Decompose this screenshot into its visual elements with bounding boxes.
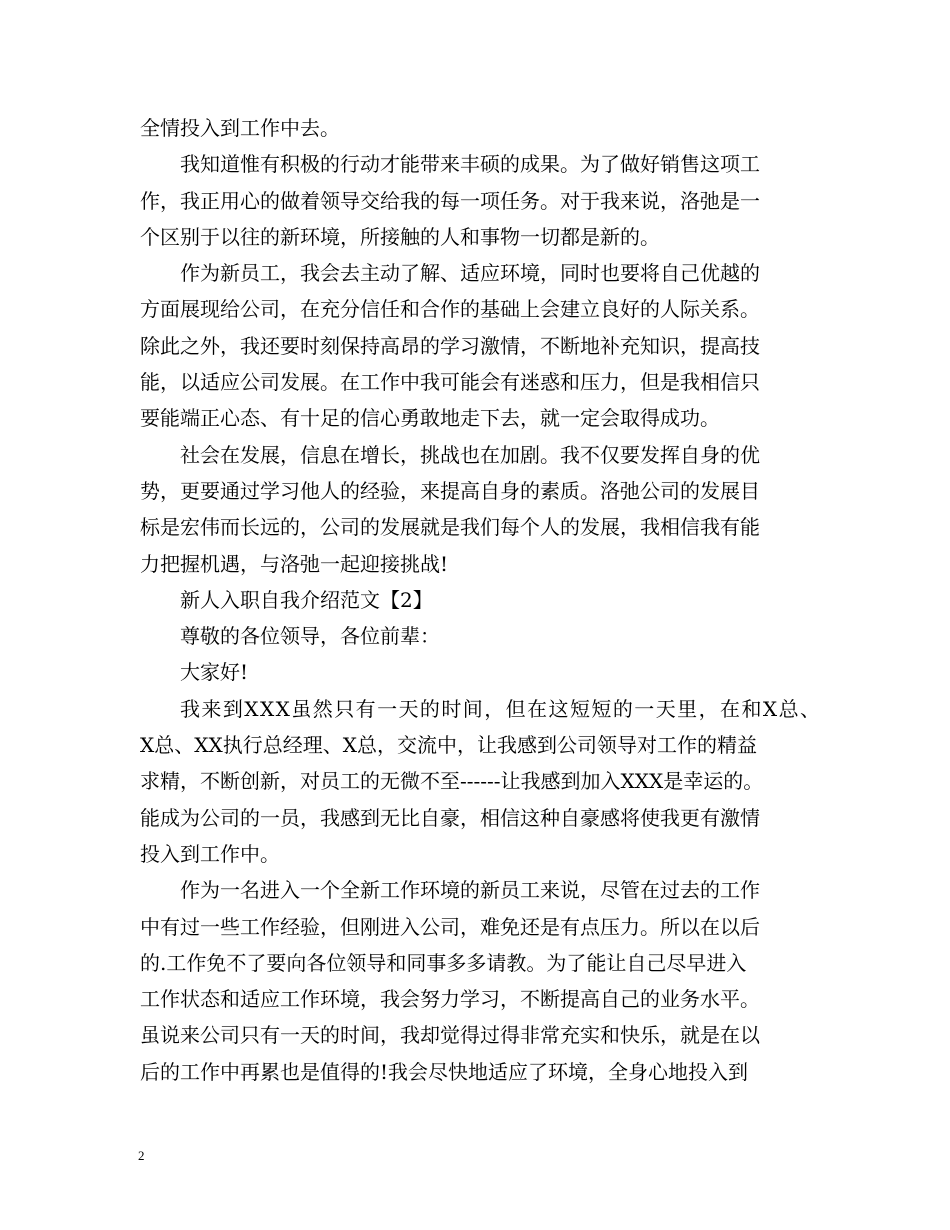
text-line: 能，以适应公司发展。在工作中我可能会有迷惑和压力，但是我相信只 — [140, 370, 760, 395]
text-line: 投入到工作中。 — [140, 841, 280, 866]
paragraph-first-line: 作为新员工，我会去主动了解、适应环境，同时也要将自己优越的 — [180, 261, 760, 286]
text-line: 求精，不断创新，对员工的无微不至------让我感到加入XXX是幸运的。 — [140, 769, 764, 794]
section-heading: 新人入职自我介绍范文【2】 — [180, 587, 433, 612]
text-line: 的.工作免不了要向各位领导和同事多多请教。为了能让自己尽早进入 — [140, 950, 747, 975]
body-text — [140, 110, 820, 1090]
salutation: 尊敬的各位领导，各位前辈： — [180, 624, 440, 649]
text-line: 作，我正用心的做着领导交给我的每一项任务。对于我来说，洛弛是一 — [140, 188, 760, 213]
text-line: 中有过一些工作经验，但刚进入公司，难免还是有点压力。所以在以后 — [140, 914, 760, 939]
text-line: 除此之外，我还要时刻保持高昂的学习激情，不断地补充知识，提高技 — [140, 333, 760, 358]
text-line: 全情投入到工作中去。 — [140, 116, 340, 140]
text-line: 个区别于以往的新环境，所接触的人和事物一切都是新的。 — [140, 224, 660, 249]
greeting: 大家好! — [180, 660, 249, 685]
text-line: 方面展现给公司，在充分信任和合作的基础上会建立良好的人际关系。 — [140, 297, 760, 322]
text-line: 能成为公司的一员，我感到无比自豪，相信这种自豪感将使我更有激情 — [140, 805, 760, 830]
text-line: 工作状态和适应工作环境，我会努力学习，不断提高自己的业务水平。 — [140, 987, 760, 1012]
text-line: X总、XX执行总经理、X总，交流中，让我感到公司领导对工作的精益 — [140, 733, 757, 758]
text-line: 势，更要通过学习他人的经验，来提高自身的素质。洛弛公司的发展目 — [140, 478, 760, 503]
text-line: 虽说来公司只有一天的时间，我却觉得过得非常充实和快乐，就是在以 — [140, 1023, 760, 1048]
paragraph-first-line: 作为一名进入一个全新工作环境的新员工来说，尽管在过去的工作 — [180, 878, 760, 903]
text-line: 标是宏伟而长远的，公司的发展就是我们每个人的发展，我相信我有能 — [140, 515, 760, 540]
text-line: 力把握机遇，与洛弛一起迎接挑战! — [140, 551, 449, 576]
paragraph-first-line: 社会在发展，信息在增长，挑战也在加剧。我不仅要发挥自身的优 — [180, 442, 760, 467]
text-line: 后的工作中再累也是值得的!我会尽快地适应了环境，全身心地投入到 — [140, 1059, 749, 1084]
paragraph-first-line: 我来到XXX虽然只有一天的时间，但在这短短的一天里，在和X总、 — [180, 696, 822, 721]
page-number: 2 — [138, 1148, 145, 1163]
paragraph-first-line: 我知道惟有积极的行动才能带来丰硕的成果。为了做好销售这项工 — [180, 152, 760, 177]
text-line: 要能端正心态、有十足的信心勇敢地走下去，就一定会取得成功。 — [140, 406, 720, 431]
